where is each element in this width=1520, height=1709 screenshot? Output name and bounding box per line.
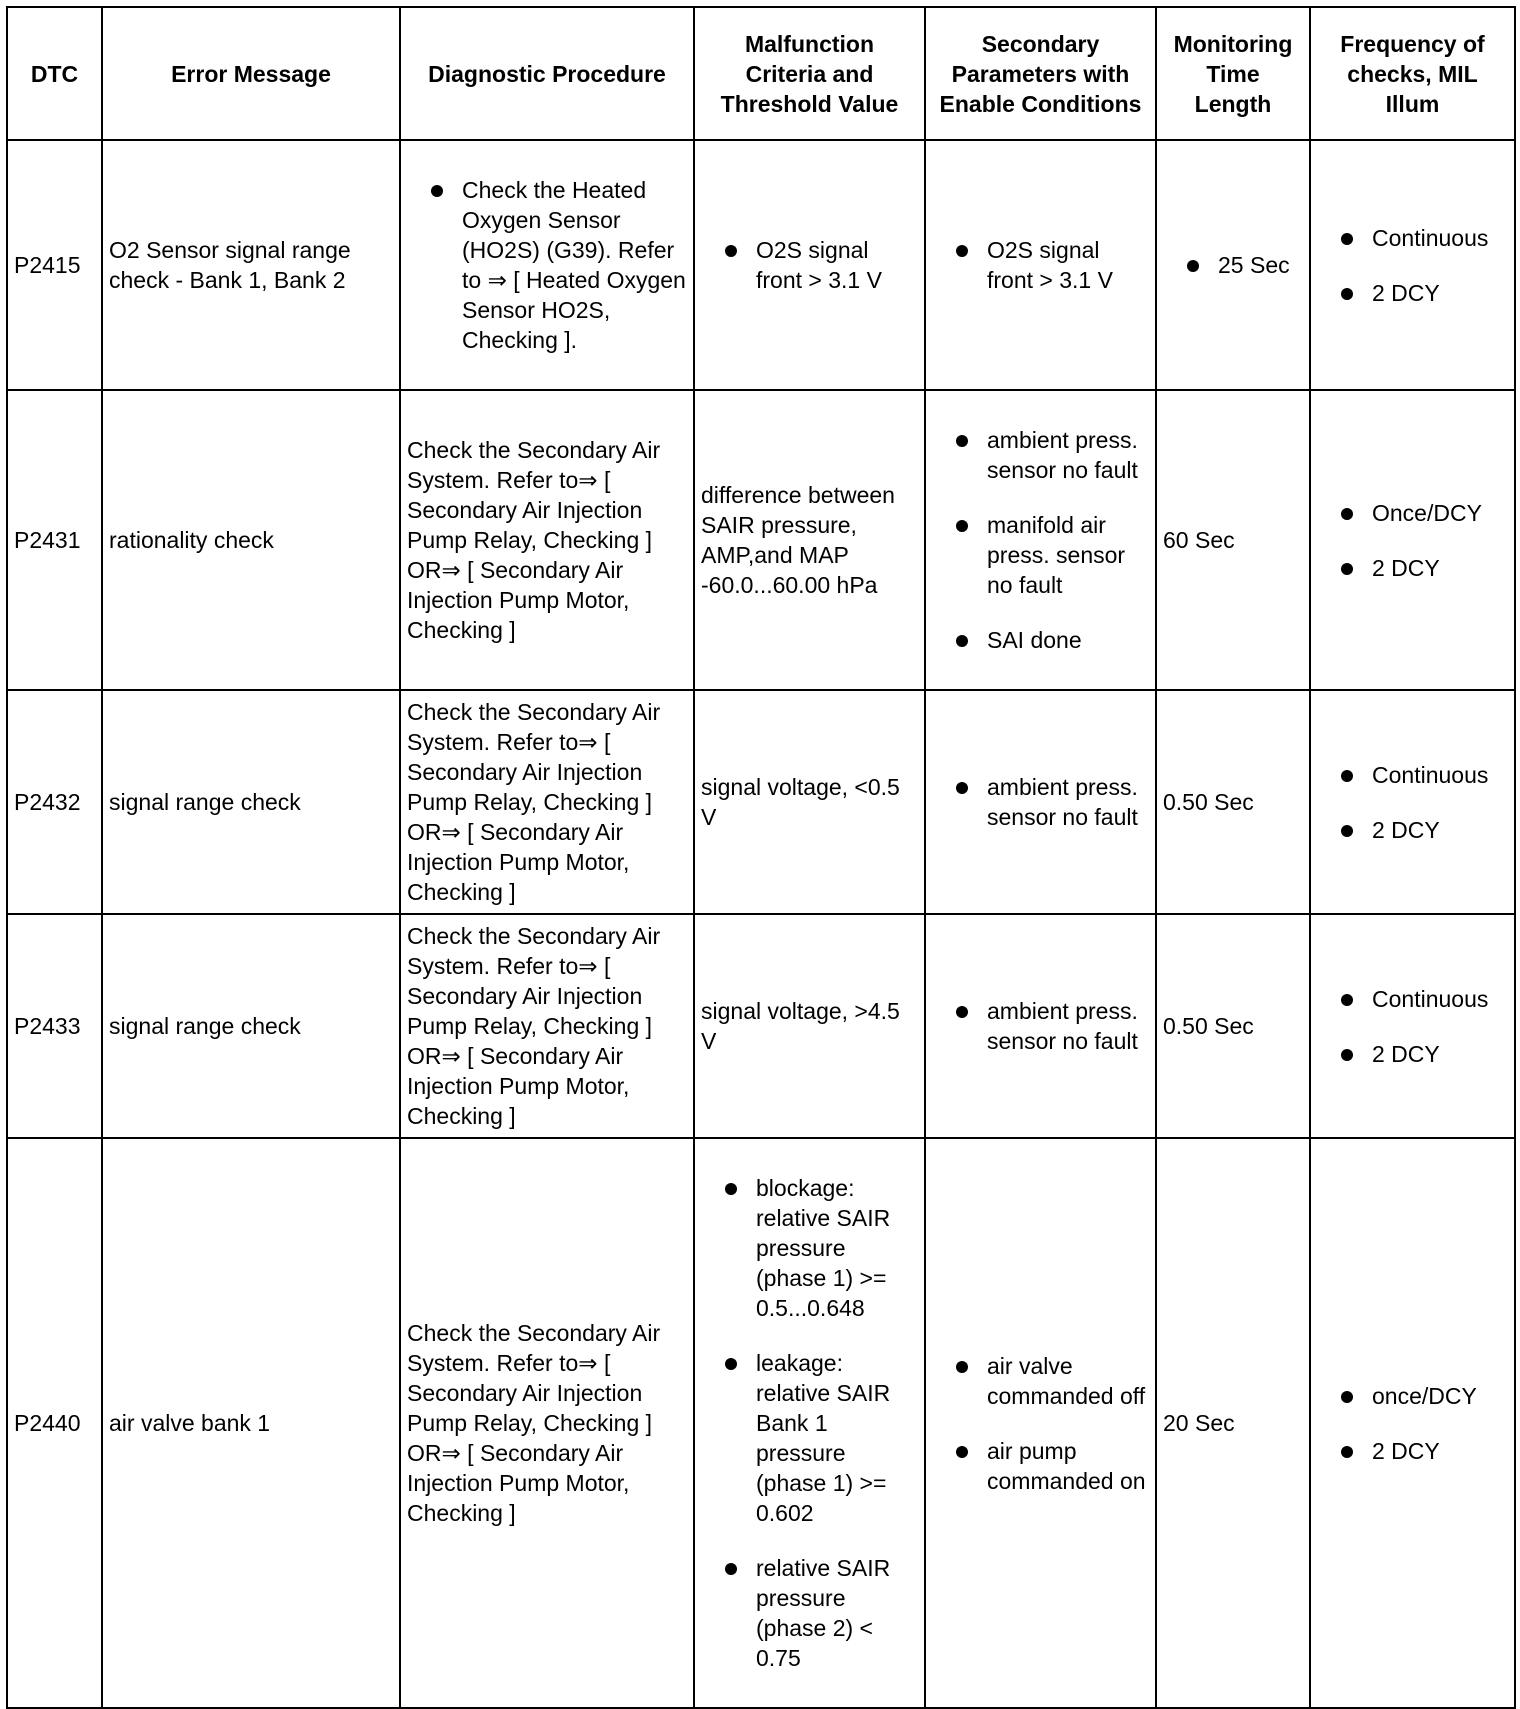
secondary-text: ambient press. sensor no fault: [987, 998, 1138, 1054]
criteria-list: [701, 235, 920, 295]
list-item: [701, 235, 920, 295]
frequency: [1310, 390, 1515, 690]
list-item: [1317, 1436, 1514, 1466]
malfunction-criteria: signal voltage, >4.5 V: [694, 914, 925, 1138]
secondary-text: SAI done: [987, 627, 1082, 653]
table-row: [7, 1138, 1515, 1708]
secondary-parameters: [925, 690, 1156, 914]
diagnostic-procedure: Check the Secondary Air System. Refer to⇒ [ Secondary Air Injection Pump Relay, Checking ] OR⇒ [ Secondary Air Injection Pump Motor, Checking ]: [400, 390, 694, 690]
list-item: [1317, 760, 1514, 790]
malfunction-criteria: difference between SAIR pressure, AMP,and MAP -60.0...60.00 hPa: [694, 390, 925, 690]
criteria-text: leakage: relative SAIR Bank 1 pressure (phase 1) >= 0.602: [756, 1350, 891, 1526]
bullet-icon: [956, 1361, 968, 1373]
frequency-text: Continuous: [1372, 761, 1489, 788]
header-monitoring-time: Monitoring Time Length: [1156, 7, 1310, 140]
list-item: [1317, 553, 1514, 583]
secondary-text: ambient press. sensor no fault: [987, 774, 1138, 830]
frequency-text: 2 DCY: [1372, 554, 1440, 581]
criteria-text: O2S signal front > 3.1 V: [756, 237, 882, 293]
dtc-code: P2415: [7, 140, 102, 390]
secondary-parameters: [925, 140, 1156, 390]
malfunction-criteria: [694, 1138, 925, 1708]
error-message: rationality check: [102, 390, 400, 690]
frequency-list: [1317, 760, 1514, 845]
dtc-code: P2433: [7, 914, 102, 1138]
secondary-text: ambient press. sensor no fault: [987, 427, 1138, 483]
list-item: [932, 425, 1151, 485]
secondary-list: [932, 772, 1151, 832]
frequency: [1310, 140, 1515, 390]
error-message: O2 Sensor signal range check - Bank 1, Bank 2: [102, 140, 400, 390]
frequency-text: 2 DCY: [1372, 1437, 1440, 1464]
frequency-list: [1317, 498, 1514, 583]
monitoring-time: 60 Sec: [1156, 390, 1310, 690]
header-diagnostic-procedure: Diagnostic Procedure: [400, 7, 694, 140]
list-item: [407, 175, 689, 355]
table-row: [7, 140, 1515, 390]
list-item: [701, 1173, 920, 1323]
list-item: [932, 1436, 1151, 1496]
header-error-message: Error Message: [102, 7, 400, 140]
malfunction-criteria: [694, 140, 925, 390]
bullet-icon: [956, 782, 968, 794]
header-secondary-parameters: Secondary Parameters with Enable Conditions: [925, 7, 1156, 140]
procedure-list: [407, 175, 689, 355]
bullet-icon: [1341, 1446, 1353, 1458]
bullet-icon: [956, 520, 968, 532]
bullet-icon: [1341, 1049, 1353, 1061]
frequency-text: Continuous: [1372, 985, 1489, 1012]
bullet-icon: [1341, 563, 1353, 575]
secondary-text: air valve commanded off: [987, 1352, 1146, 1409]
bullet-icon: [956, 635, 968, 647]
secondary-list: [932, 1351, 1151, 1496]
bullet-icon: [725, 245, 737, 257]
bullet-icon: [956, 245, 968, 257]
list-item: [1317, 1039, 1514, 1069]
list-item: [932, 996, 1151, 1056]
bullet-icon: [431, 185, 443, 197]
list-item: [932, 1351, 1151, 1411]
frequency-text: 2 DCY: [1372, 279, 1440, 306]
bullet-icon: [725, 1358, 737, 1370]
header-dtc: DTC: [7, 7, 102, 140]
diagnostic-procedure: Check the Secondary Air System. Refer to⇒ [ Secondary Air Injection Pump Relay, Checking ] OR⇒ [ Secondary Air Injection Pump Motor, Checking ]: [400, 1138, 694, 1708]
time-list: [1163, 250, 1309, 280]
bullet-icon: [956, 1006, 968, 1018]
diagnostic-procedure: [400, 140, 694, 390]
diagnostic-procedure: Check the Secondary Air System. Refer to⇒ [ Secondary Air Injection Pump Relay, Checking ] OR⇒ [ Secondary Air Injection Pump Motor, Checking ]: [400, 690, 694, 914]
secondary-list: [932, 996, 1151, 1056]
table-row: [7, 914, 1515, 1138]
bullet-icon: [1341, 1391, 1353, 1403]
list-item: [932, 235, 1151, 295]
frequency: [1310, 690, 1515, 914]
secondary-list: [932, 425, 1151, 655]
list-item: [932, 625, 1151, 655]
frequency-text: Once/DCY: [1372, 499, 1482, 526]
bullet-icon: [1341, 233, 1353, 245]
list-item: [701, 1553, 920, 1673]
secondary-text: manifold air press. sensor no fault: [987, 512, 1126, 598]
frequency: [1310, 1138, 1515, 1708]
bullet-icon: [1341, 994, 1353, 1006]
list-item: [1163, 250, 1309, 280]
bullet-icon: [725, 1183, 737, 1195]
header-malfunction-criteria: Malfunction Criteria and Threshold Value: [694, 7, 925, 140]
list-item: [1317, 278, 1514, 308]
bullet-icon: [1341, 770, 1353, 782]
monitoring-time: 20 Sec: [1156, 1138, 1310, 1708]
bullet-icon: [956, 1446, 968, 1458]
criteria-text: relative SAIR pressure (phase 2) < 0.75: [756, 1555, 891, 1671]
secondary-parameters: [925, 390, 1156, 690]
list-item: [932, 510, 1151, 600]
list-item: [1317, 1381, 1514, 1411]
frequency: [1310, 914, 1515, 1138]
monitoring-time: 0.50 Sec: [1156, 690, 1310, 914]
list-item: [701, 1348, 920, 1528]
bullet-icon: [1341, 288, 1353, 300]
list-item: [1317, 223, 1514, 253]
secondary-text: O2S signal front > 3.1 V: [987, 237, 1113, 293]
time-text: 25 Sec: [1218, 252, 1290, 278]
header-frequency: Frequency of checks, MIL Illum: [1310, 7, 1515, 140]
bullet-icon: [1341, 508, 1353, 520]
list-item: [1317, 498, 1514, 528]
frequency-text: 2 DCY: [1372, 1040, 1440, 1067]
error-message: signal range check: [102, 914, 400, 1138]
frequency-list: [1317, 223, 1514, 308]
secondary-parameters: [925, 914, 1156, 1138]
criteria-list: [701, 1173, 920, 1673]
error-message: air valve bank 1: [102, 1138, 400, 1708]
header-row: [7, 7, 1515, 140]
dtc-table: [6, 6, 1516, 1709]
error-message: signal range check: [102, 690, 400, 914]
dtc-code: P2432: [7, 690, 102, 914]
monitoring-time: [1156, 140, 1310, 390]
procedure-text: Check the Heated Oxygen Sensor (HO2S) (G39). Refer to ⇒ [ Heated Oxygen Sensor HO2S, Checking ].: [462, 177, 686, 353]
criteria-text: blockage: relative SAIR pressure (phase 1) >= 0.5...0.648: [756, 1175, 891, 1321]
dtc-code: P2440: [7, 1138, 102, 1708]
bullet-icon: [1341, 825, 1353, 837]
list-item: [932, 772, 1151, 832]
secondary-list: [932, 235, 1151, 295]
table-row: [7, 690, 1515, 914]
secondary-text: air pump commanded on: [987, 1437, 1146, 1494]
frequency-text: once/DCY: [1372, 1382, 1477, 1409]
bullet-icon: [1187, 260, 1199, 272]
frequency-list: [1317, 1381, 1514, 1466]
frequency-list: [1317, 984, 1514, 1069]
diagnostic-procedure: Check the Secondary Air System. Refer to⇒ [ Secondary Air Injection Pump Relay, Checking ] OR⇒ [ Secondary Air Injection Pump Motor, Checking ]: [400, 914, 694, 1138]
dtc-code: P2431: [7, 390, 102, 690]
bullet-icon: [956, 435, 968, 447]
malfunction-criteria: signal voltage, <0.5 V: [694, 690, 925, 914]
frequency-text: 2 DCY: [1372, 816, 1440, 843]
frequency-text: Continuous: [1372, 224, 1489, 251]
bullet-icon: [725, 1563, 737, 1575]
list-item: [1317, 984, 1514, 1014]
table-row: [7, 390, 1515, 690]
secondary-parameters: [925, 1138, 1156, 1708]
monitoring-time: 0.50 Sec: [1156, 914, 1310, 1138]
list-item: [1317, 815, 1514, 845]
